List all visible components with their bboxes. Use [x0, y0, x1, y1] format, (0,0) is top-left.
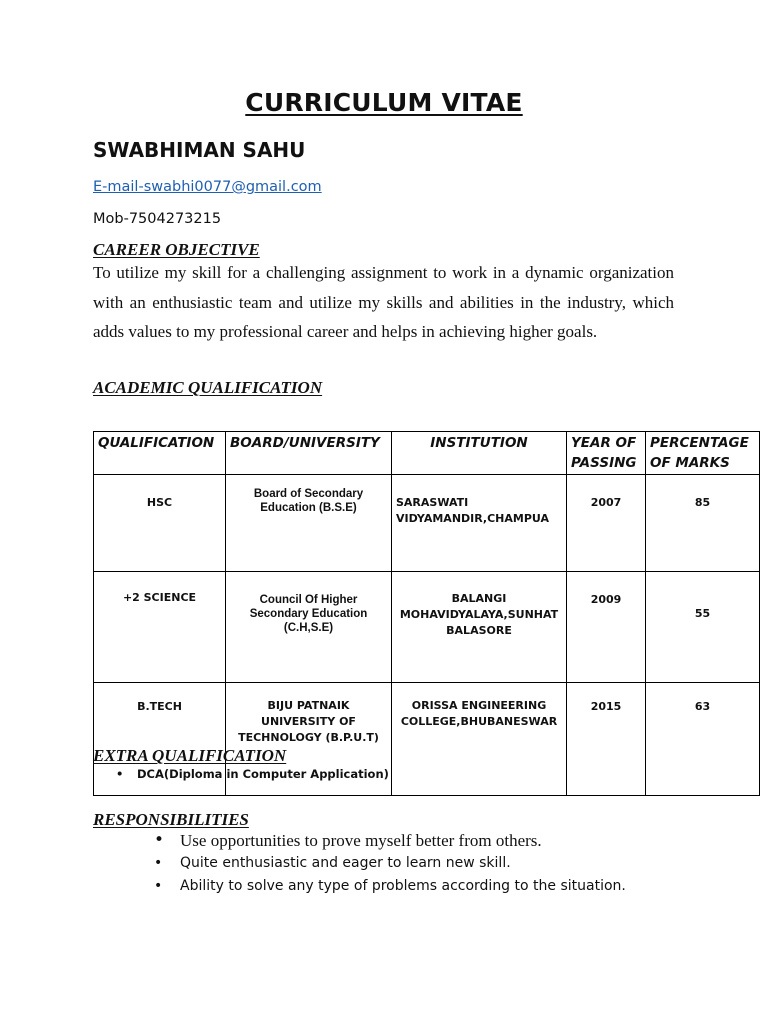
year-cell: 2009 [567, 572, 646, 683]
column-header-qualification: QUALIFICATION [94, 432, 226, 475]
institution-cell: ORISSA ENGINEERING COLLEGE,BHUBANESWAR [392, 683, 567, 796]
academic-qualification-table [93, 431, 760, 796]
year-cell: 2007 [567, 475, 646, 572]
career-objective-heading: CAREER OBJECTIVE [93, 240, 260, 259]
document-title: CURRICULUM VITAE [245, 88, 523, 117]
extra-qualification-heading: EXTRA QUALIFICATION [93, 746, 287, 765]
table-row [94, 475, 760, 572]
extra-qualification-list [137, 766, 389, 782]
list-item: • Use opportunities to prove myself better from others. [180, 829, 626, 852]
list-item: • DCA(Diploma in Computer Application) [137, 766, 389, 782]
board-cell: BIJU PATNAIK UNIVERSITY OF TECHNOLOGY (B.P.U.T) [226, 683, 392, 796]
column-header-percentage: PERCENTAGE OF MARKS [646, 432, 760, 475]
qualification-cell: B.TECH [94, 683, 226, 796]
percentage-cell: 63 [646, 683, 760, 796]
list-item: • Quite enthusiastic and eager to learn new skill. [180, 852, 626, 875]
year-cell: 2015 [567, 683, 646, 796]
candidate-name: SWABHIMAN SAHU [93, 138, 306, 162]
percentage-cell: 85 [646, 475, 760, 572]
board-cell: Council Of Higher Secondary Education (C.H,S.E) [226, 572, 392, 683]
mobile-number: Mob-7504273215 [93, 211, 222, 227]
percentage-cell: 55 [646, 572, 760, 683]
column-header-year: YEAR OF PASSING [567, 432, 646, 475]
table-header-row [94, 432, 760, 475]
column-header-institution: INSTITUTION [392, 432, 567, 475]
table-row [94, 572, 760, 683]
list-item: • Ability to solve any type of problems according to the situation. [180, 875, 626, 898]
career-objective-text: To utilize my skill for a challenging assignment to work in a dynamic organization with an enthusiastic team and utilize my skills and abilities in the industry, which adds values to my professional career and helps in achieving higher goals. [93, 263, 674, 341]
board-cell: Board of Secondary Education (B.S.E) [226, 475, 392, 572]
responsibilities-list [180, 829, 626, 898]
qualification-cell: +2 SCIENCE [94, 572, 226, 683]
qualification-cell: HSC [94, 475, 226, 572]
email-link[interactable]: E-mail-swabhi0077@gmail.com [93, 179, 322, 195]
responsibilities-heading: RESPONSIBILITIES [93, 810, 249, 829]
institution-cell: SARASWATI VIDYAMANDIR,CHAMPUA [392, 475, 567, 572]
column-header-board: BOARD/UNIVERSITY [226, 432, 392, 475]
academic-qualification-heading: ACADEMIC QUALIFICATION [93, 378, 323, 397]
institution-cell: BALANGI MOHAVIDYALAYA,SUNHAT BALASORE [392, 572, 567, 683]
